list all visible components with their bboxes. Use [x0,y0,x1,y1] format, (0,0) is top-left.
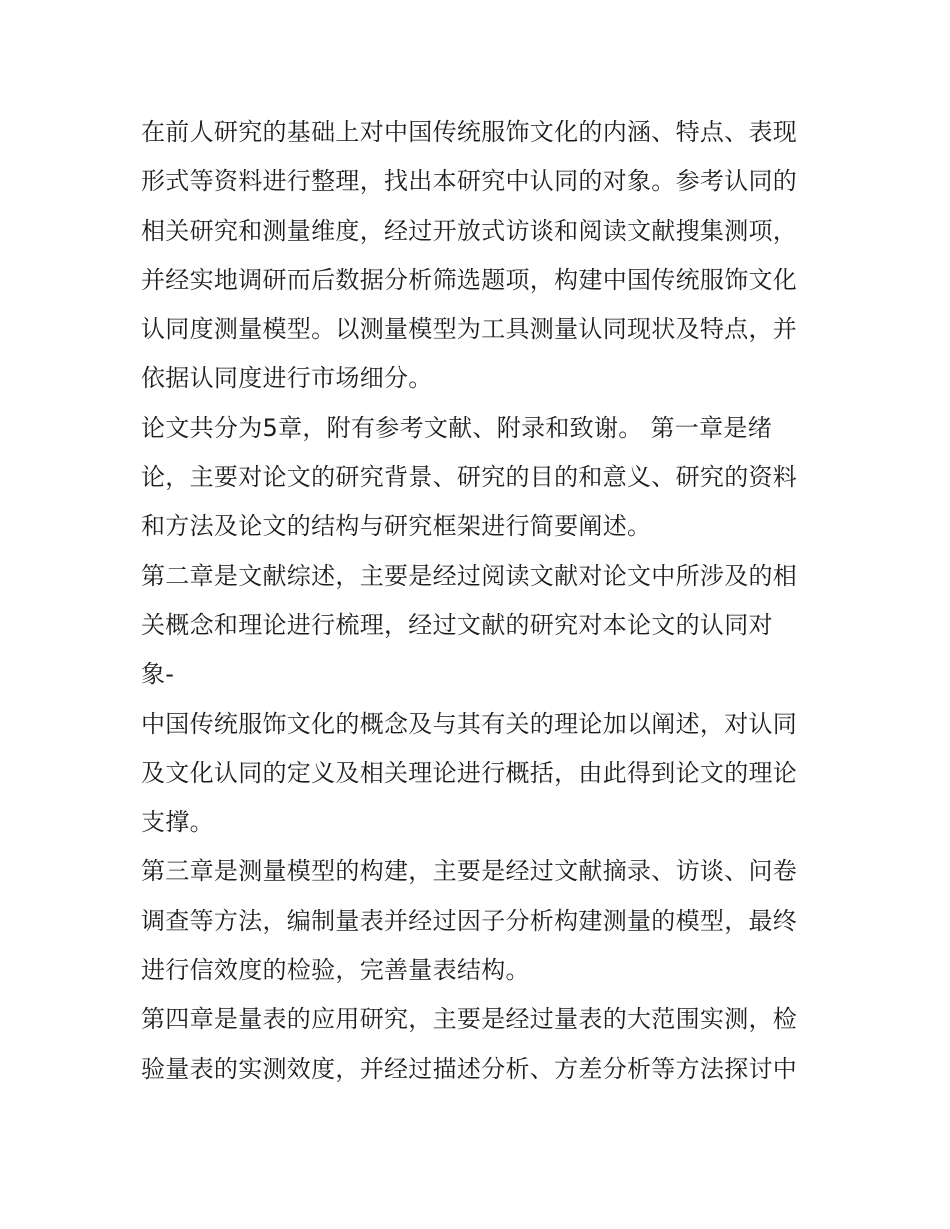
text-line: 第三章是测量模型的构建，主要是经过文献摘录、访谈、问卷 [141,857,798,886]
text-line: 并经实地调研而后数据分析筛选题项，构建中国传统服饰文化 [141,265,798,294]
text-line: 象- [141,660,175,689]
text-line: 中国传统服饰文化的概念及与其有关的理论加以阐述，对认同 [141,709,798,738]
text-line: 第二章是文献综述，主要是经过阅读文献对论文中所涉及的相 [141,561,798,590]
text-line: 及文化认同的定义及相关理论进行概括，由此得到论文的理论 [141,758,798,787]
text-line: 第四章是量表的应用研究，主要是经过量表的大范围实测，检 [141,1005,798,1034]
text-line: 关概念和理论进行梳理，经过文献的研究对本论文的认同对 [141,610,773,639]
body-text [141,108,821,1094]
text-line: 和方法及论文的结构与研究框架进行简要阐述。 [141,512,652,541]
text-line: 依据认同度进行市场细分。 [141,364,433,393]
text-line: 验量表的实测效度，并经过描述分析、方差分析等方法探讨中 [141,1054,798,1083]
text-line: 调查等方法，编制量表并经过因子分析构建测量的模型，最终 [141,906,798,935]
text-line: 认同度测量模型。以测量模型为工具测量认同现状及特点，并 [141,315,798,344]
text-line: 进行信效度的检验，完善量表结构。 [141,956,530,985]
text-line: 相关研究和测量维度，经过开放式访谈和阅读文献搜集测项， [141,216,798,245]
text-line: 论文共分为5章，附有参考文献、附录和致谢。 第一章是绪 [141,413,772,442]
text-line: 论，主要对论文的研究背景、研究的目的和意义、研究的资料 [141,463,798,492]
text-line: 在前人研究的基础上对中国传统服饰文化的内涵、特点、表现 [141,118,798,146]
text-line: 形式等资料进行整理，找出本研究中认同的对象。参考认同的 [141,167,798,196]
text-line: 支撑。 [141,808,214,837]
